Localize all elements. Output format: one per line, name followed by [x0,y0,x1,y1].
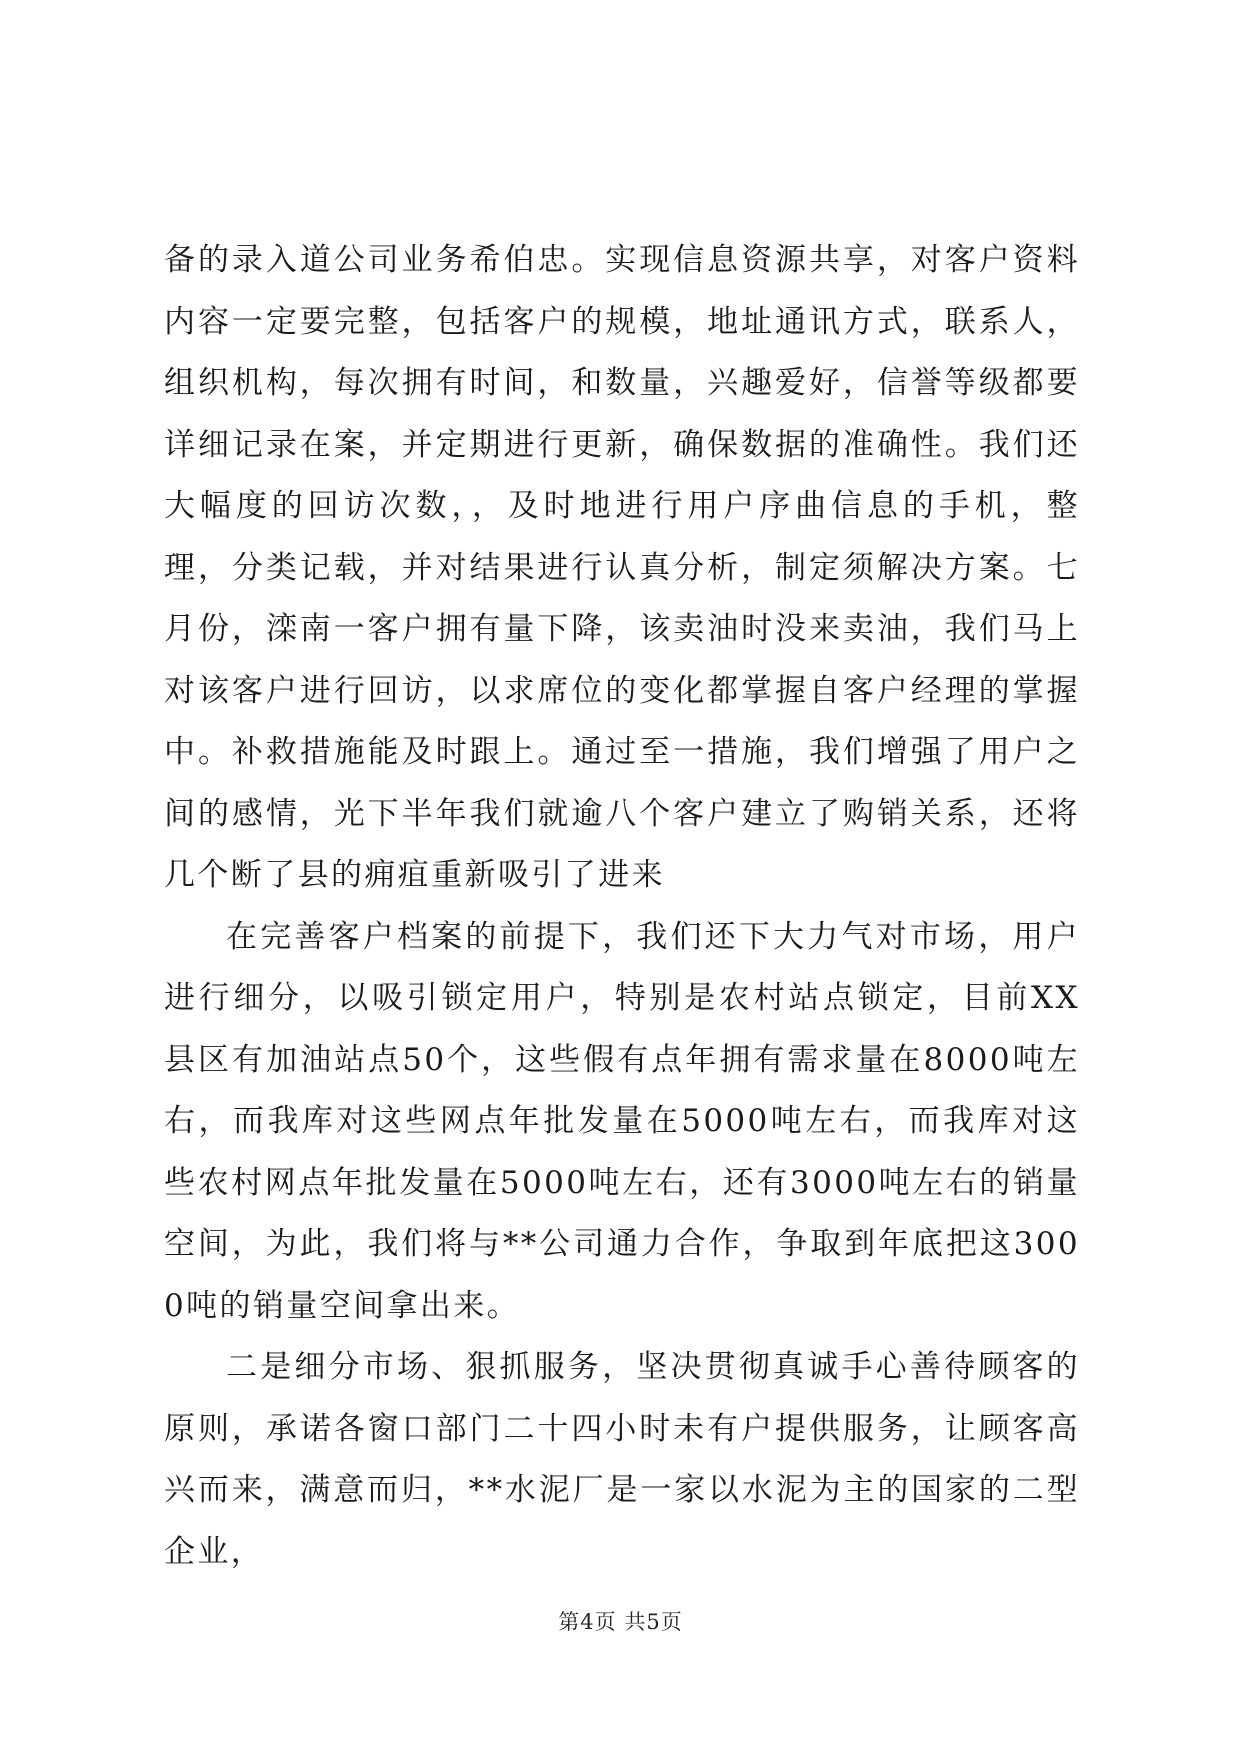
document-body [164,230,1080,1583]
paragraph-1: 备的录入道公司业务希伯忠。实现信息资源共享，对客户资料内容一定要完整，包括客户的规模，地址通讯方式，联系人，组织机构，每次拥有时间，和数量，兴趣爱好，信誉等级都要详细记录在案，并定期进行更新，确保数据的准确性。我们还大幅度的回访次数，，及时地进行用户序曲信息的手机，整理，分类记载，并对结果进行认真分析，制定须解决方案。七月份，滦南一客户拥有量下降，该卖油时没来卖油，我们马上对该客户进行回访，以求席位的变化都掌握自客户经理的掌握中。补救措施能及时跟上。通过至一措施，我们增强了用户之间的感情，光下半年我们就逾八个客户建立了购销关系，还将几个断了县的痈疽重新吸引了进来 [164,242,1080,893]
page-number-footer: 第4页 共5页 [558,1610,683,1634]
paragraph-3: 二是细分市场、狠抓服务，坚决贯彻真诚手心善待顾客的原则，承诺各窗口部门二十四小时未有户提供服务，让顾客高兴而来，满意而归，**水泥厂是一家以水泥为主的国家的二型企业， [164,1349,1080,1570]
paragraph-2: 在完善客户档案的前提下，我们还下大力气对市场，用户进行细分，以吸引锁定用户，特别是农村站点锁定，目前XX县区有加油站点50个，这些假有点年拥有需求量在8000吨左右，而我库对这些网点年批发量在5000吨左右，而我库对这些农村网点年批发量在5000吨左右，还有3000吨左右的销量空间，为此，我们将与**公司通力合作，争取到年底把这3000吨的销量空间拿出来。 [164,918,1080,1324]
